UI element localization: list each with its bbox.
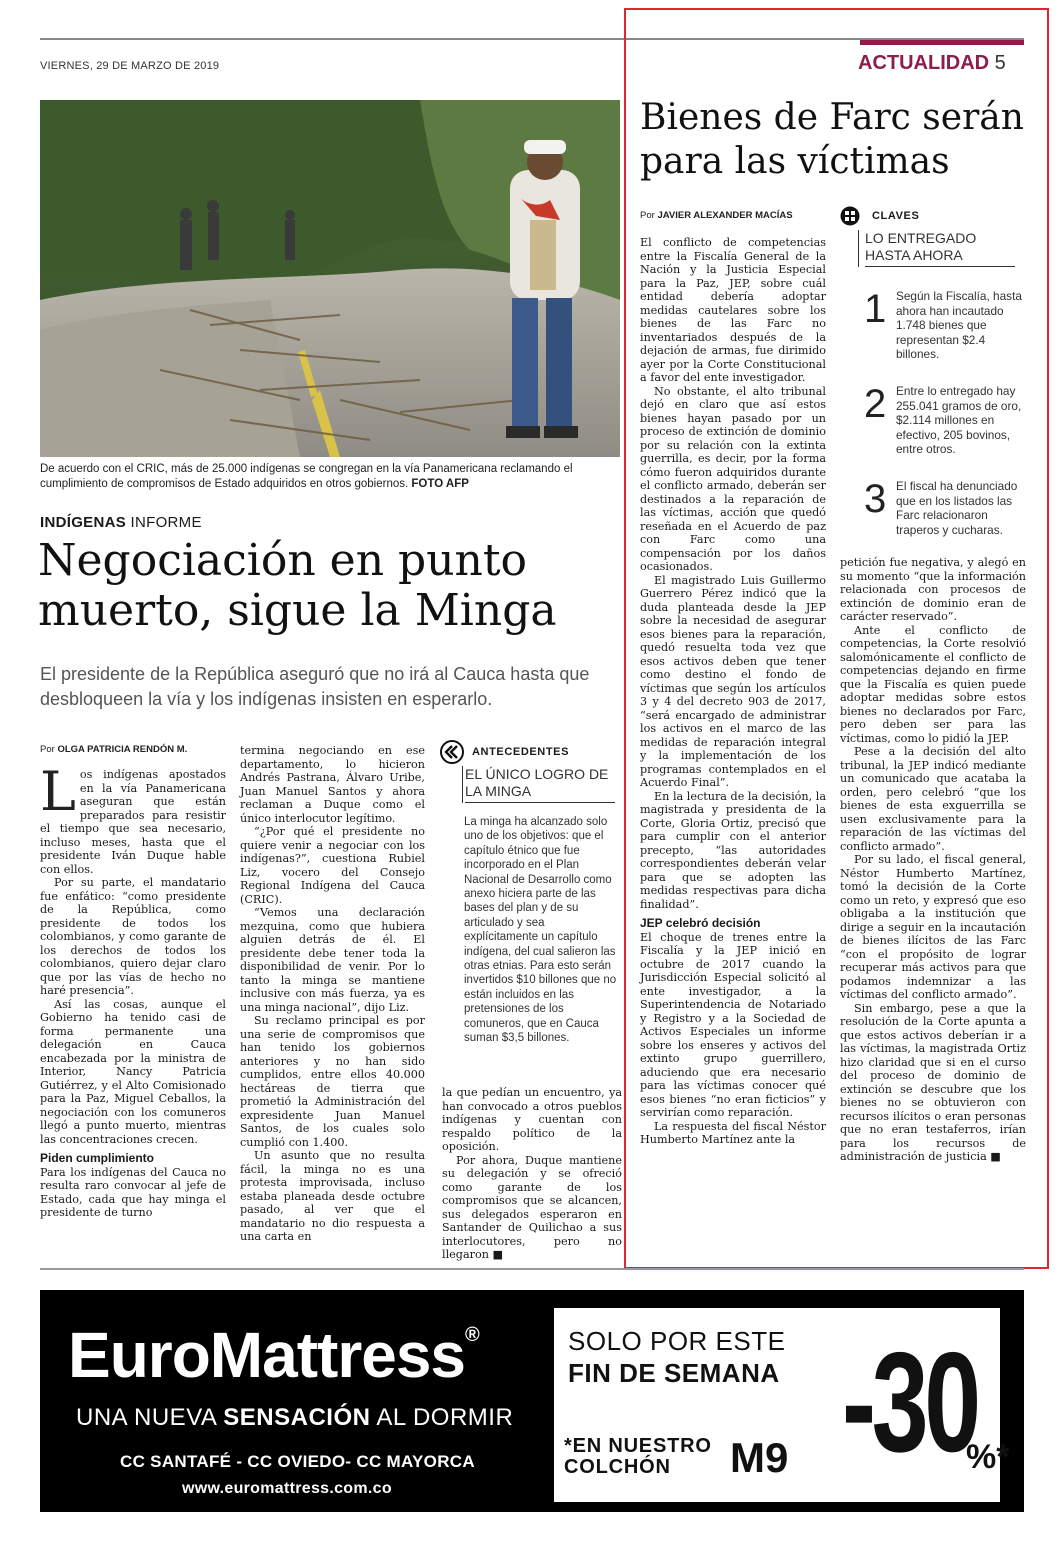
byline-author: OLGA PATRICIA RENDÓN M. xyxy=(57,744,188,755)
ad-model: M9 xyxy=(730,1434,789,1481)
claves-title: LO ENTREGADO HASTA AHORA xyxy=(865,230,1015,267)
ad-promo-line-2: FIN DE SEMANA xyxy=(568,1358,780,1388)
advertisement xyxy=(40,1290,1024,1512)
paragraph: “Vemos una declaración mezquina, como que hubiera alguien detrás de él. El presidente debe tener toda la disponibilidad de venir. Por lo tanto la minga se mantiene inclusive con más fuerza, ya es una minga nacional”, dijo Liz. xyxy=(240,906,425,1014)
paragraph: Su reclamo principal es por una serie de compromisos que han tenido los gobiernos anteriores y no han sido cumplidos, entre ellos 40.000 hectáreas de tierra que prometió la Administración del expresidente Juan Manuel Santos, de los cuales solo cumplió con 1.400. xyxy=(240,1014,425,1149)
article-column-3 xyxy=(442,1086,622,1262)
rewind-icon xyxy=(440,740,464,764)
ad-promo-line-1: SOLO POR ESTE xyxy=(568,1326,786,1356)
paragraph: Por su lado, el fiscal general, Néstor Humberto Martínez, tomó la decisión de la Corte como un reto, y expresó que eso obligaba a la institución que dirige a seguir en la incautación de bienes ilícitos de las Farc “con el propósito de lograr recuperar más activos para que podamos indemnizar a las víctimas del conflicto armado”. xyxy=(840,853,1026,1001)
ad-registered-mark: ® xyxy=(465,1324,479,1346)
clave-number: 3 xyxy=(864,476,887,521)
clave-text: El fiscal ha denunciado que en los listados las Farc relacionaron traperos y cucharas. xyxy=(896,478,1018,537)
clave-item xyxy=(864,381,1026,457)
clave-item xyxy=(864,289,1026,362)
photo-caption xyxy=(40,462,622,492)
clave-number: 1 xyxy=(864,287,887,331)
ad-tag-pre: UNA NUEVA xyxy=(76,1404,217,1431)
byline-author: JAVIER ALEXANDER MACÍAS xyxy=(657,210,793,221)
key-points-icon xyxy=(840,206,860,226)
clave-text: Entre lo entregado hay 255.041 gramos de oro, $2.114 millones en efectivo, 205 bovinos, entre otros. xyxy=(896,383,1022,457)
ad-promo-offer xyxy=(564,1436,712,1478)
byline-prefix: Por xyxy=(40,744,55,755)
antecedentes-label: ANTECEDENTES xyxy=(472,746,570,758)
article-subtitle: El presidente de la República aseguró que no irá al Cauca hasta que desbloqueen la vía y los indígenas insisten en esperarlo. xyxy=(40,664,590,709)
paragraph: La respuesta del fiscal Néstor Humberto Martínez ante la xyxy=(640,1119,826,1146)
right-article-column-2 xyxy=(840,556,1026,1164)
antecedentes-title-wrap xyxy=(462,766,620,803)
ad-tag-post: AL DORMIR xyxy=(376,1404,514,1431)
article-column-2 xyxy=(240,744,425,1244)
caption-text: De acuerdo con el CRIC, más de 25.000 indígenas se congregan en la vía Panamericana reclamando el cumplimiento de compromisos de Estado adquiridos en otros gobiernos. xyxy=(40,463,573,490)
kicker-topic: INDÍGENAS xyxy=(40,514,127,531)
antecedentes-header xyxy=(440,740,620,764)
paragraph: En la lectura de la decisión, la magistrada y presidenta de la Corte, Gloria Ortiz, precisó que para cumplir con el anterior precepto, “las autoridades correspondientes deberán velar para que se adopten las medidas respectivas para dicha finalidad”. xyxy=(640,789,826,911)
paragraph: Así las cosas, aunque el Gobierno ha tenido casi de forma permanente una delegación en Cauca encabezada por la ministra de Interior, Nancy Patricia Gutiérrez, y el Alto Comisionado para la Paz, Miguel Ceballos, la negociación con los comuneros llegó a punto muerto, mientras las concentraciones crecen. xyxy=(40,997,226,1146)
news-photo xyxy=(40,100,620,457)
paragraph: Un asunto que no resulta fácil, la minga no es una protesta improvisada, incluso estaba planeada desde octubre pasado, al ver que el mandatario no dio respuesta a una carta en xyxy=(240,1149,425,1243)
paragraph: petición fue negativa, y alegó en su momento “que la información relacionada con procesos de extinción de dominio eran de carácter reservado”. xyxy=(840,556,1026,623)
antecedentes-box xyxy=(440,740,620,1046)
ad-tag-bold: SENSACIÓN xyxy=(223,1404,371,1431)
paragraph: Por ahora, Duque mantiene su delegación y se ofreció como garante de los compromisos que se alcancen, sus delegados esperaron en Santander de Quilichao a sus interlocutores, pero no llegaron ■ xyxy=(442,1153,622,1261)
paragraph: Ante el conflicto de competencias, la Corte resolvió salomónicamente el conflicto de competencias dejando en firme que la Fiscalía es quien puede adoptar medidas sobre estos bienes no declarados por Farc, pero deben ser para las víctimas, como lo pidió la JEP. xyxy=(840,623,1026,745)
byline-prefix: Por xyxy=(640,210,655,221)
ad-brand xyxy=(68,1318,479,1392)
ad-promo-line-4: COLCHÓN xyxy=(564,1456,671,1478)
ad-brand-name: EuroMattress xyxy=(68,1319,465,1391)
ad-stores: CC SANTAFÉ - CC OVIEDO- CC MAYORCA xyxy=(120,1452,475,1471)
ad-promo-panel xyxy=(554,1308,1010,1502)
paragraph: Pese a la decisión del alto tribunal, la JEP indicó mediante un comunicado que acataba la orden, pero celebró “que los bienes de esta exguerrilla se usen exclusivamente para la reparación de las víctimas del conflicto armado”. xyxy=(840,745,1026,853)
clave-number: 2 xyxy=(864,381,887,426)
road-protest-photo xyxy=(40,100,620,457)
ad-discount: -30 xyxy=(842,1323,977,1482)
bottom-rule xyxy=(40,1268,1024,1270)
antecedentes-text: La minga ha alcanzado solo uno de los objetivos: que el capítulo étnico que fue incorporado en el Plan Nacional de Desarrollo como anexo hiciera parte de las bases del plan y de su articulado y sea explícitamente un capítulo indígena, del cual salieron las otras etnias. Para esto serán invertidos $10 billones que no están incluidos en las pretensiones de los comuneros, que en Cauca suman $3,5 billones. xyxy=(464,816,617,1045)
article-kicker xyxy=(40,514,202,531)
kicker-type: INFORME xyxy=(130,514,202,531)
section-name: ACTUALIDAD xyxy=(858,52,990,74)
article-column-1 xyxy=(40,760,226,1220)
paragraph: “¿Por qué el presidente no quiere venir a negociar con los indígenas?”, cuestiona Rubiel Liz, vocero del Consejo Regional Indígena del Cauca (CRIC). xyxy=(240,825,425,906)
paragraph: Por su parte, el mandatario fue enfático: “como presidente de la República, como presidente de todos los colombianos, y como garante de los derechos de todos los colombianos, quiero dejar claro que por las vías de hecho no haré presencia”. xyxy=(40,876,226,997)
ad-tagline xyxy=(76,1404,513,1432)
antecedentes-title: EL ÚNICO LOGRO DE LA MINGA xyxy=(465,766,615,803)
paragraph: termina negociando en ese departamento, lo hicieron Andrés Pastrana, Álvaro Uribe, Juan Manuel Santos y ahora reclaman a Duque como el único interlocutor legítimo. xyxy=(240,744,425,825)
paragraph: la que pedían un encuentro, ya han convocado a otros pueblos indígenas y cuentan con respaldo político de la oposición. xyxy=(442,1086,622,1153)
drop-cap: L xyxy=(40,760,76,823)
article-byline xyxy=(40,744,187,755)
clave-text: Según la Fiscalía, hasta ahora han incautado 1.748 bienes que representan $2.4 billones. xyxy=(896,289,1022,362)
right-article-headline: Bienes de Farc serán para las víctimas xyxy=(640,97,1024,182)
paragraph: El choque de trenes entre la Fiscalía y la JEP inició en octubre de 2017 cuando la Jurisdicción Especial solicitó al ente investigador, a la Superintendencia de Notariado y Registro y a la Sociedad de Activos Especiales un informe sobre los enseres y activos del extinto grupo guerrillero, aduciendo que era necesario para las víctimas conocer qué esos bienes “no eran ficticios” y servirían como reparación. xyxy=(640,930,826,1119)
paragraph: Para los indígenas del Cauca no resulta raro convocar al jefe de Estado, cada que hay minga el presidente de turno xyxy=(40,1165,226,1219)
paragraph: El conflicto de competencias entre la Fiscalía General de la Nación y la Justicia Especial para la Paz, JEP, sobre cuál entidad debería adoptar medidas cautelares sobre los bienes de las Farc no inventariados después de la dejación de armas, fue dirimido ayer por la Corte Constitucional a favor del ente investigador. xyxy=(640,236,826,384)
ad-website: www.euromattress.com.co xyxy=(182,1480,392,1497)
page-number: 5 xyxy=(994,52,1006,74)
right-article-column-1 xyxy=(640,236,826,1147)
article-headline: Negociación en punto muerto, sigue la Minga xyxy=(38,535,557,636)
claves-title-wrap xyxy=(858,230,1026,267)
issue-date: VIERNES, 29 DE MARZO DE 2019 xyxy=(40,60,220,72)
paragraph xyxy=(40,760,226,876)
paragraph: No obstante, el alto tribunal dejó en claro que así estos bienes hayan pasado por un proceso de extinción de dominio por su relación con la extinta guerrilla, es decir, por la forma cómo fueron adquiridos durante el conflicto armado, deberán ser destinados a la reparación de las víctimas, acción que quedó reseñada en el Acuerdo de paz con Farc como una compensación por los daños ocasionados. xyxy=(640,384,826,573)
claves-box xyxy=(840,206,1026,537)
paragraph: El magistrado Luis Guillermo Guerrero Pérez indicó que la duda planteada desde la JEP sobre la necesidad de asegurar esos bienes para la reparación, quedó resuelta toda vez que esos activos deben que tener como destino el fondo de víctimas que según los artículos 3 y 4 del decreto 903 de 2017, “será encargado de administrar los activos en el marco de las medidas de reparación integral y la implementación de los programas contemplados en el Acuerdo Final”. xyxy=(640,573,826,789)
ad-percent-sign: %* xyxy=(966,1438,1010,1476)
ad-promo-line-3: *EN NUESTRO xyxy=(564,1435,712,1457)
photo-credit: FOTO AFP xyxy=(411,478,469,490)
right-article-byline xyxy=(640,210,793,221)
claves-label: CLAVES xyxy=(872,210,920,222)
subheading: Piden cumplimiento xyxy=(40,1151,155,1165)
claves-header xyxy=(840,206,1026,226)
subheading: JEP celebró decisión xyxy=(640,916,761,930)
paragraph-text: os indígenas apostados en la vía Panamericana aseguran que están preparados para resistir el tiempo que sea necesario, incluso meses, hasta que el presidente Iván Duque hable con ellos. xyxy=(40,768,226,876)
paragraph: Sin embargo, pese a que la resolución de la Corte apunta a que estos activos deberían ir a las víctimas, la magistrada Ortiz hizo claridad que si en el curso del proceso de dominio de extinción se descubre que los bienes no se obtuvieron con recursos ilícitos o eran personas que no eran testaferros, irían para los recursos de administración de justicia ■ xyxy=(840,1001,1026,1163)
clave-item xyxy=(864,476,1026,537)
